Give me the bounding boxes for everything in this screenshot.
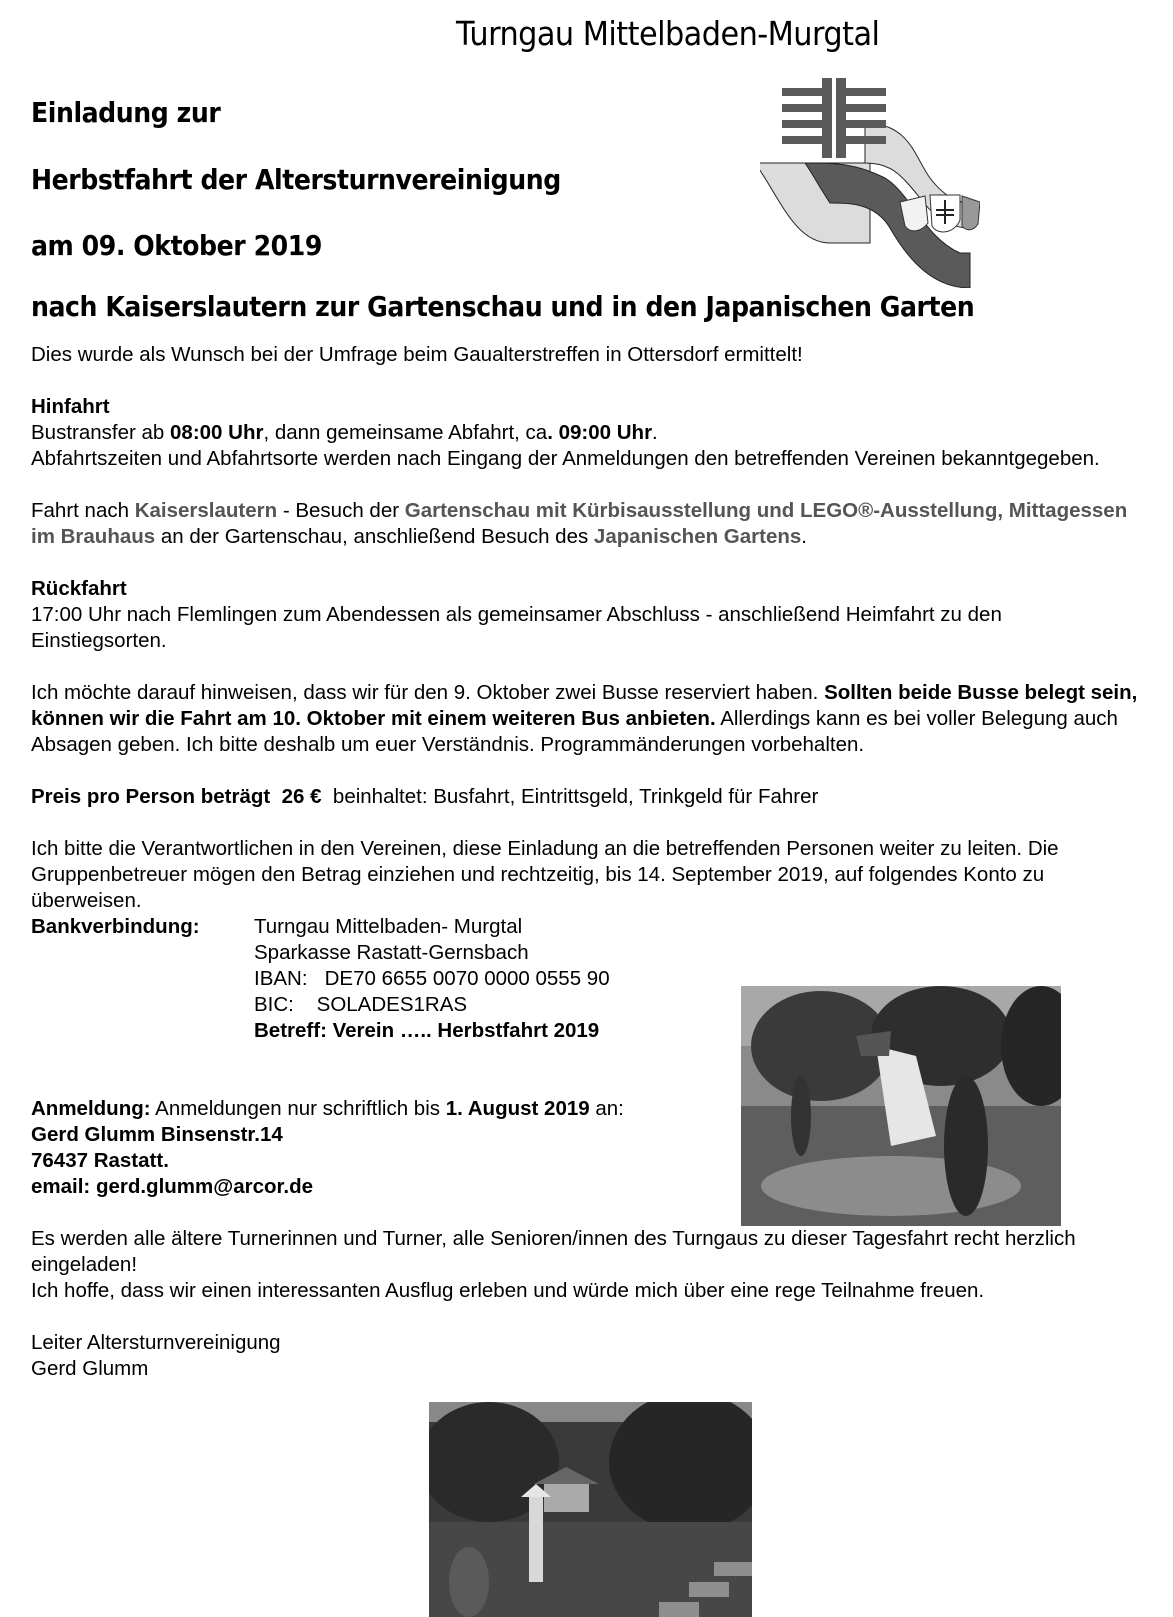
registration-address: Gerd Glumm Binsenstr.14 [31, 1123, 283, 1146]
closing-invitation: Es werden alle ältere Turnerinnen und Turner, alle Senioren/innen des Turngaus zu dieser Tagesfahrt recht herzlich eingeladen! [31, 1227, 1076, 1276]
notice-text: Ich möchte darauf hinweisen, dass wir für den 9. Oktober zwei Busse reserviert haben. Sollten beide Busse belegt sein, können wir die Fahrt am 10. Oktober mit einem weiteren Bus anbieten. Allerdings kann es bei voller Belegung auch Absagen geben. Ich bitte deshalb um euer Verständnis. Programmänderungen vorbehalten. [31, 681, 1138, 756]
rueckfahrt-text: 17:00 Uhr nach Flemlingen zum Abendessen als gemeinsamer Abschluss - anschließend Heimfahrt zu den Einstiegsorten. [31, 603, 1002, 652]
signature-role: Leiter Altersturnvereinigung [31, 1331, 281, 1354]
registration-text: Anmeldung: Anmeldungen nur schriftlich bis 1. August 2019 an: [31, 1097, 624, 1120]
program-text: Fahrt nach Kaiserslautern - Besuch der Gartenschau mit Kürbisausstellung und LEGO®-Ausstellung, Mittagessen im Brauhaus an der Gartenschau, anschließend Besuch des Japanischen Gartens. [31, 499, 1128, 548]
bank-reference: Betreff: Verein ….. Herbstfahrt 2019 [254, 1019, 600, 1042]
headline-event: Herbstfahrt der Altersturnvereinigung [31, 163, 561, 196]
bank-holder: Turngau Mittelbaden- Murgtal [254, 915, 523, 938]
registration-city: 76437 Rastatt. [31, 1149, 169, 1172]
closing-hope: Ich hoffe, dass wir einen interessanten Ausflug erleben und würde mich über eine rege Teilnahme freuen. [31, 1279, 985, 1302]
price-text: Preis pro Person beträgt 26 € beinhaltet: Busfahrt, Eintrittsgeld, Trinkgeld für Fahrer [31, 785, 819, 808]
hinfahrt-info: Abfahrtszeiten und Abfahrtsorte werden nach Eingang der Anmeldungen den betreffenden Vereinen bekanntgegeben. [31, 447, 1100, 470]
turngau-logo-icon [760, 78, 980, 288]
registration-email[interactable]: email: gerd.glumm@arcor.de [31, 1175, 314, 1198]
japanese-garden-photo [429, 1402, 752, 1617]
headline-date: am 09. Oktober 2019 [31, 229, 322, 262]
body-content [31, 342, 1141, 1382]
intro-text: Dies wurde als Wunsch bei der Umfrage beim Gaualterstreffen in Ottersdorf ermittelt! [31, 343, 803, 366]
signature-name: Gerd Glumm [31, 1357, 149, 1380]
bank-details [31, 914, 1141, 940]
rueckfahrt-heading: Rückfahrt [31, 577, 127, 600]
hinfahrt-times: Bustransfer ab 08:00 Uhr, dann gemeinsame Abfahrt, ca. 09:00 Uhr. [31, 421, 658, 444]
headline-destination: nach Kaiserslautern zur Gartenschau und in den Japanischen Garten [31, 290, 975, 323]
hinfahrt-heading: Hinfahrt [31, 395, 110, 418]
organization-title: Turngau Mittelbaden-Murgtal [456, 14, 880, 53]
headline-invitation: Einladung zur [31, 96, 221, 129]
bank-iban: IBAN: DE70 6655 0070 0000 0555 90 [254, 967, 610, 990]
payment-request: Ich bitte die Verantwortlichen in den Vereinen, diese Einladung an die betreffenden Personen weiter zu leiten. Die Gruppenbetreuer mögen den Betrag einziehen und rechtzeitig, bis 14. September 2019, auf folgendes Konto zu überweisen. [31, 837, 1059, 912]
pumpkin-sculpture-photo [741, 986, 1061, 1226]
bank-name: Sparkasse Rastatt-Gernsbach [254, 941, 529, 964]
bank-label: Bankverbindung: [31, 915, 200, 938]
bank-bic: BIC: SOLADES1RAS [254, 993, 468, 1016]
